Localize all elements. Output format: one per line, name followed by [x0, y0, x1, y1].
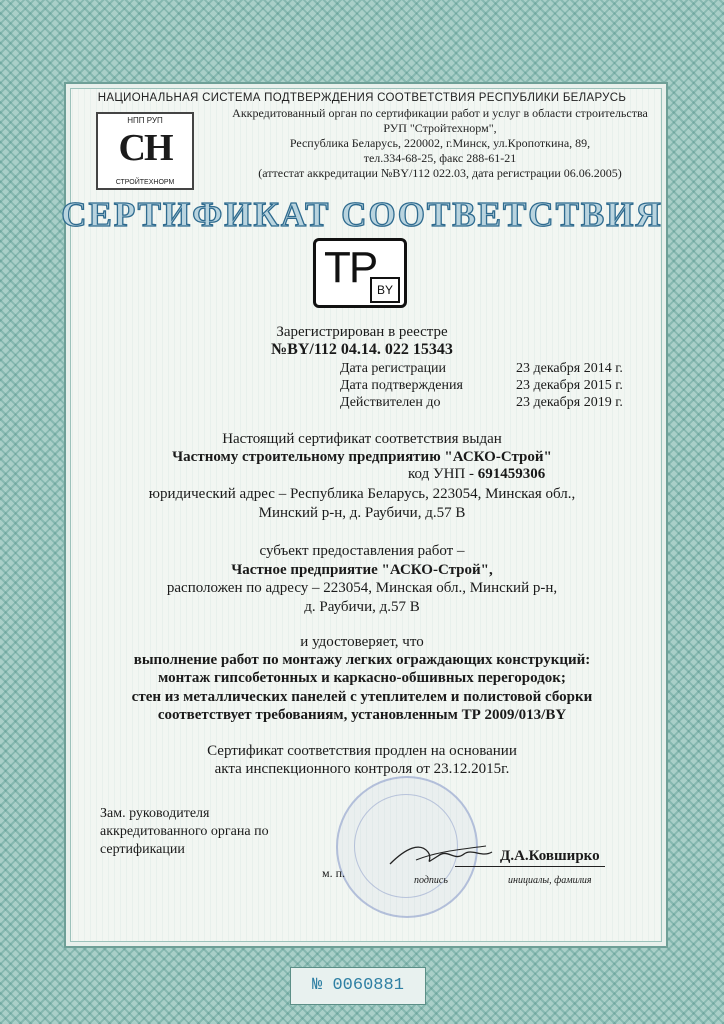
date-value-registration: 23 декабря 2014 г.	[516, 361, 623, 376]
tr-by-conformity-mark	[313, 238, 407, 308]
subject-label: субъект предоставления работ –	[259, 543, 465, 559]
signatory-role-line-1: Зам. руководителя	[100, 806, 210, 821]
logo-bottom-text: СТРОЙТЕХНОРМ	[115, 179, 175, 186]
signature-line	[455, 866, 605, 867]
signatory-role-line-2: аккредитованного органа по	[100, 824, 269, 839]
certificate-number: № 0060881	[290, 967, 426, 1005]
issued-intro: Настоящий сертификат соответствия выдан	[222, 431, 502, 447]
certifies-line-4: соответствует требованиям, установленным ТР 2009/013/BY	[157, 707, 567, 723]
unp-label: код УНП -	[408, 466, 478, 482]
signatory-name: Д.А.Ковширко	[500, 848, 600, 864]
date-value-valid-until: 23 декабря 2019 г.	[516, 395, 623, 410]
tr-mark-text: TP	[324, 243, 377, 292]
date-label-registration: Дата регистрации	[340, 361, 447, 376]
system-title: НАЦИОНАЛЬНАЯ СИСТЕМА ПОДТВЕРЖДЕНИЯ СООТВЕТСТВИЯ РЕСПУБЛИКИ БЕЛАРУСЬ	[97, 92, 627, 104]
certificate-title: СЕРТИФИКАТ СООТВЕТСТВИЯ	[61, 195, 663, 234]
stroytehnorm-logo	[96, 112, 194, 190]
certifies-line-2: монтаж гипсобетонных и каркасно-обшивных перегородок;	[158, 670, 566, 686]
unp-line	[408, 466, 545, 483]
header-line-5: (аттестат аккредитации №BY/112 022.03, дата регистрации 06.06.2005)	[258, 166, 622, 180]
signatory-role-line-3: сертификации	[100, 842, 185, 857]
header-line-4: тел.334-68-25, факс 288-61-21	[363, 151, 517, 165]
signature-caption: подпись	[414, 875, 448, 886]
header-line-2: РУП "Стройтехнорм",	[383, 121, 497, 135]
extension-line-2: акта инспекционного контроля от 23.12.2015г.	[214, 761, 510, 777]
certifies-line-1: выполнение работ по монтажу легких ограждающих конструкций:	[133, 652, 591, 668]
registry-label: Зарегистрирован в реестре	[276, 324, 448, 340]
issued-company: Частному строительному предприятию "АСКО-Строй"	[172, 449, 552, 465]
legal-address-2: Минский р-н, д. Раубичи, д.57 В	[258, 505, 466, 521]
date-label-valid-until: Действителен до	[340, 395, 441, 410]
date-value-confirmation: 23 декабря 2015 г.	[516, 378, 623, 393]
subject-name: Частное предприятие "АСКО-Строй",	[231, 562, 493, 578]
signatory-role	[100, 805, 269, 859]
date-label-confirmation: Дата подтверждения	[340, 378, 463, 393]
name-caption: инициалы, фамилия	[508, 875, 592, 886]
registry-number: №BY/112 04.14. 022 15343	[271, 341, 453, 358]
header-line-1: Аккредитованный орган по сертификации работ и услуг в области строительства	[232, 106, 648, 120]
subject-address-2: д. Раубичи, д.57 В	[304, 599, 420, 615]
certifies-line-3: стен из металлических панелей с утеплителем и полистовой сборки	[131, 689, 593, 705]
certifies-intro: и удостоверяет, что	[300, 634, 424, 650]
logo-main-text: СН	[118, 127, 172, 169]
extension-line-1: Сертификат соответствия продлен на основании	[207, 743, 517, 759]
header-line-3: Республика Беларусь, 220002, г.Минск, ул.Кропоткина, 89,	[289, 136, 591, 150]
mp-label: м. п.	[322, 866, 346, 880]
logo-top-text: НПП РУП	[127, 116, 163, 125]
unp-value: 691459306	[477, 466, 546, 482]
tr-mark-sub: BY	[370, 277, 400, 303]
legal-address-1: юридический адрес – Республика Беларусь, 223054, Минская обл.,	[148, 486, 576, 502]
subject-address-1: расположен по адресу – 223054, Минская обл., Минский р-н,	[166, 580, 558, 596]
